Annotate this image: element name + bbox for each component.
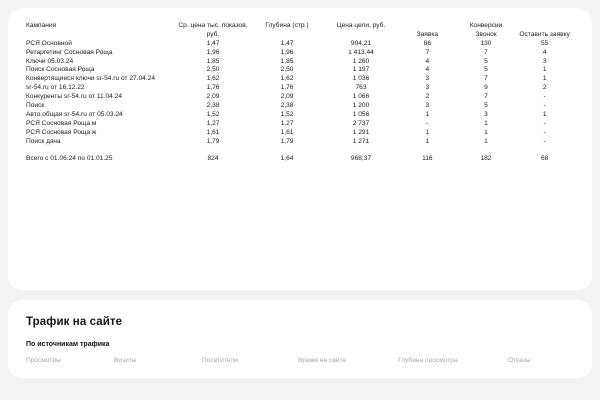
cell-goal-price: 1 197 bbox=[352, 66, 370, 74]
cell-conv-call: 1 bbox=[484, 128, 488, 136]
cell-conv-leave-request: - bbox=[543, 119, 546, 127]
cell-conv-leave-request: 55 bbox=[540, 39, 549, 47]
report-page bbox=[0, 8, 600, 400]
campaign-name: Конкуренты sr-54.ru от 11.04.24 bbox=[26, 93, 122, 101]
campaign-name: РСЯ Сосновая Роща м bbox=[26, 119, 97, 127]
campaign-name: sr-54.ru от 16.12.22 bbox=[26, 84, 85, 92]
campaign-name: Всего с 01.06.24 по 01.01.25 bbox=[26, 155, 113, 163]
cell-conv-request: 3 bbox=[425, 75, 430, 83]
cell-conv-leave-request: 1 bbox=[542, 66, 547, 74]
cell-avg-price: 1,76 bbox=[206, 84, 220, 92]
cell-conv-leave-request: 68 bbox=[540, 155, 549, 163]
column-header-bounces[interactable]: Отказы bbox=[508, 357, 531, 364]
cell-conv-leave-request: - bbox=[543, 128, 546, 136]
column-header-avg-price[interactable]: Ср. цена тыс. показов, руб. bbox=[178, 22, 248, 38]
campaigns-card bbox=[8, 8, 592, 290]
campaign-name: Поиск bbox=[26, 102, 45, 110]
cell-conv-request: - bbox=[426, 119, 429, 127]
cell-goal-price: 1 271 bbox=[352, 137, 370, 145]
cell-conv-leave-request: 4 bbox=[542, 48, 547, 56]
cell-conv-request: 7 bbox=[425, 48, 430, 56]
cell-depth: 1,64 bbox=[280, 155, 294, 163]
cell-goal-price: 1 413,44 bbox=[348, 48, 374, 56]
cell-goal-price: 968,37 bbox=[350, 155, 372, 163]
column-header-conv-leave-request[interactable]: Оставить заявку bbox=[519, 30, 570, 38]
cell-conv-call: 7 bbox=[484, 93, 488, 101]
cell-depth: 1,52 bbox=[280, 110, 294, 118]
traffic-header-row bbox=[26, 357, 574, 364]
cell-avg-price: 2,09 bbox=[206, 93, 220, 101]
cell-avg-price: 1,52 bbox=[206, 110, 220, 118]
column-header-conversions-group: Конверсии bbox=[469, 22, 503, 29]
cell-conv-request: 4 bbox=[425, 57, 430, 65]
table-row bbox=[26, 111, 574, 120]
campaigns-table-body bbox=[26, 40, 574, 165]
cell-goal-price: 904,21 bbox=[350, 39, 372, 47]
campaign-name: Поиск дача bbox=[26, 137, 61, 145]
cell-conv-request: 2 bbox=[425, 93, 430, 101]
table-row bbox=[26, 75, 574, 84]
table-row bbox=[26, 102, 574, 111]
cell-conv-leave-request: - bbox=[543, 102, 546, 110]
cell-goal-price: 1 056 bbox=[352, 110, 370, 118]
cell-conv-request: 86 bbox=[423, 39, 431, 47]
traffic-table-body bbox=[26, 364, 574, 371]
campaign-name: РСЯ Сосновая Роща ж bbox=[26, 128, 97, 136]
campaign-name: Ретаргетинг Сосновая Роща bbox=[26, 48, 113, 56]
cell-conv-leave-request: - bbox=[543, 93, 546, 101]
campaign-name: Конвертящиеся ключи sr-54.ru от 27.04.24 bbox=[26, 75, 155, 83]
cell-avg-price: 1,85 bbox=[206, 57, 220, 65]
cell-goal-price: 1 291 bbox=[352, 128, 370, 136]
cell-conv-call: 7 bbox=[484, 48, 488, 56]
traffic-card bbox=[8, 300, 592, 378]
cell-avg-price: 1,96 bbox=[206, 48, 220, 56]
cell-avg-price: 2,50 bbox=[206, 66, 220, 74]
column-header-campaign[interactable]: Кампания bbox=[26, 22, 57, 29]
cell-avg-price: 1,27 bbox=[206, 119, 220, 127]
column-header-goal-price[interactable]: Цена цели, руб. bbox=[336, 22, 386, 29]
cell-visitors bbox=[202, 364, 298, 371]
campaigns-table bbox=[26, 22, 574, 164]
cell-avg-price: 824 bbox=[207, 155, 219, 163]
cell-view-depth bbox=[398, 364, 508, 371]
traffic-title: Трафик на сайте bbox=[26, 316, 123, 328]
column-header-visitors[interactable]: Посетители bbox=[202, 357, 238, 364]
cell-depth: 1,27 bbox=[280, 119, 294, 127]
table-row bbox=[26, 66, 574, 75]
table-row bbox=[26, 129, 574, 138]
column-header-view-depth[interactable]: Глубина просмотра bbox=[398, 357, 458, 364]
cell-depth: 1,47 bbox=[280, 39, 294, 47]
column-header-visits[interactable]: Визиты bbox=[114, 357, 137, 364]
column-header-depth[interactable]: Глубина (стр.) bbox=[265, 22, 309, 29]
cell-conv-leave-request: - bbox=[543, 137, 546, 145]
cell-conv-call: 130 bbox=[480, 39, 492, 47]
cell-time-on-site bbox=[298, 364, 398, 371]
cell-depth: 1,62 bbox=[280, 75, 294, 83]
cell-conv-request: 3 bbox=[425, 84, 430, 92]
campaign-name: РСЯ Основной bbox=[26, 39, 72, 47]
cell-goal-price: 1 260 bbox=[352, 57, 370, 65]
cell-visits bbox=[114, 364, 202, 371]
table-row-total bbox=[26, 146, 574, 164]
column-header-time-on-site[interactable]: Время на сайте bbox=[298, 357, 347, 364]
cell-conv-call: 3 bbox=[484, 110, 488, 118]
cell-goal-price: 1 036 bbox=[352, 75, 370, 83]
cell-conv-request: 116 bbox=[422, 155, 433, 163]
cell-bounces bbox=[508, 364, 574, 371]
cell-depth: 1,76 bbox=[280, 84, 294, 92]
table-row bbox=[26, 120, 574, 129]
cell-conv-call: 7 bbox=[484, 75, 488, 83]
table-row bbox=[26, 58, 574, 67]
cell-depth: 2,38 bbox=[280, 102, 294, 110]
cell-conv-call: 5 bbox=[484, 57, 488, 65]
cell-depth: 1,96 bbox=[280, 48, 294, 56]
table-row bbox=[26, 138, 574, 147]
cell-avg-price: 1,79 bbox=[206, 137, 220, 145]
cell-depth: 1,61 bbox=[280, 128, 294, 136]
traffic-table bbox=[26, 357, 574, 371]
cell-depth: 1,79 bbox=[280, 137, 294, 145]
cell-conv-call: 1 bbox=[484, 119, 488, 127]
cell-conv-call: 5 bbox=[484, 102, 488, 110]
column-header-conv-call[interactable]: Звонок bbox=[475, 30, 497, 38]
table-row bbox=[26, 364, 574, 371]
cell-avg-price: 1,62 bbox=[206, 75, 220, 83]
cell-conv-leave-request: 3 bbox=[542, 57, 547, 65]
column-header-views[interactable]: Просмотры bbox=[26, 357, 61, 364]
cell-goal-price: 2 737 bbox=[352, 119, 370, 127]
table-row bbox=[26, 40, 574, 49]
cell-conv-leave-request: 1 bbox=[542, 110, 547, 118]
cell-conv-leave-request: 1 bbox=[542, 75, 547, 83]
cell-depth: 1,85 bbox=[280, 57, 294, 65]
cell-avg-price: 1,61 bbox=[206, 128, 220, 136]
cell-avg-price: 2,38 bbox=[206, 102, 220, 110]
traffic-table-head bbox=[26, 357, 574, 364]
cell-goal-price: 763 bbox=[355, 84, 367, 92]
campaign-name: Ключи 05.03.24 bbox=[26, 57, 74, 65]
cell-depth: 2,50 bbox=[280, 66, 294, 74]
campaign-name: Авто общая sr-54.ru от 05.03.24 bbox=[26, 110, 123, 118]
table-row bbox=[26, 84, 574, 93]
cell-conv-request: 1 bbox=[425, 137, 430, 145]
table-row bbox=[26, 49, 574, 58]
cell-conv-call: 5 bbox=[484, 66, 488, 74]
cell-goal-price: 1 066 bbox=[352, 93, 370, 101]
campaigns-table-head bbox=[26, 22, 574, 40]
cell-conv-call: 1 bbox=[484, 137, 488, 145]
cell-views bbox=[26, 364, 114, 371]
column-header-conv-request[interactable]: Заявка bbox=[416, 30, 439, 38]
cell-conv-call: 182 bbox=[480, 155, 492, 163]
cell-conv-request: 1 bbox=[425, 128, 430, 136]
cell-conv-call: 9 bbox=[484, 84, 488, 92]
cell-goal-price: 1 200 bbox=[352, 102, 370, 110]
cell-avg-price: 1,47 bbox=[206, 39, 220, 47]
cell-depth: 2,09 bbox=[280, 93, 294, 101]
cell-conv-request: 3 bbox=[425, 102, 430, 110]
traffic-subtitle: По источникам трафика bbox=[26, 341, 110, 348]
cell-conv-request: 4 bbox=[425, 66, 430, 74]
campaigns-header-group-row bbox=[26, 22, 574, 31]
table-row bbox=[26, 93, 574, 102]
cell-conv-leave-request: 2 bbox=[542, 84, 547, 92]
campaign-name: Поиск Сосновая Роща bbox=[26, 66, 95, 74]
cell-conv-request: 1 bbox=[425, 110, 430, 118]
